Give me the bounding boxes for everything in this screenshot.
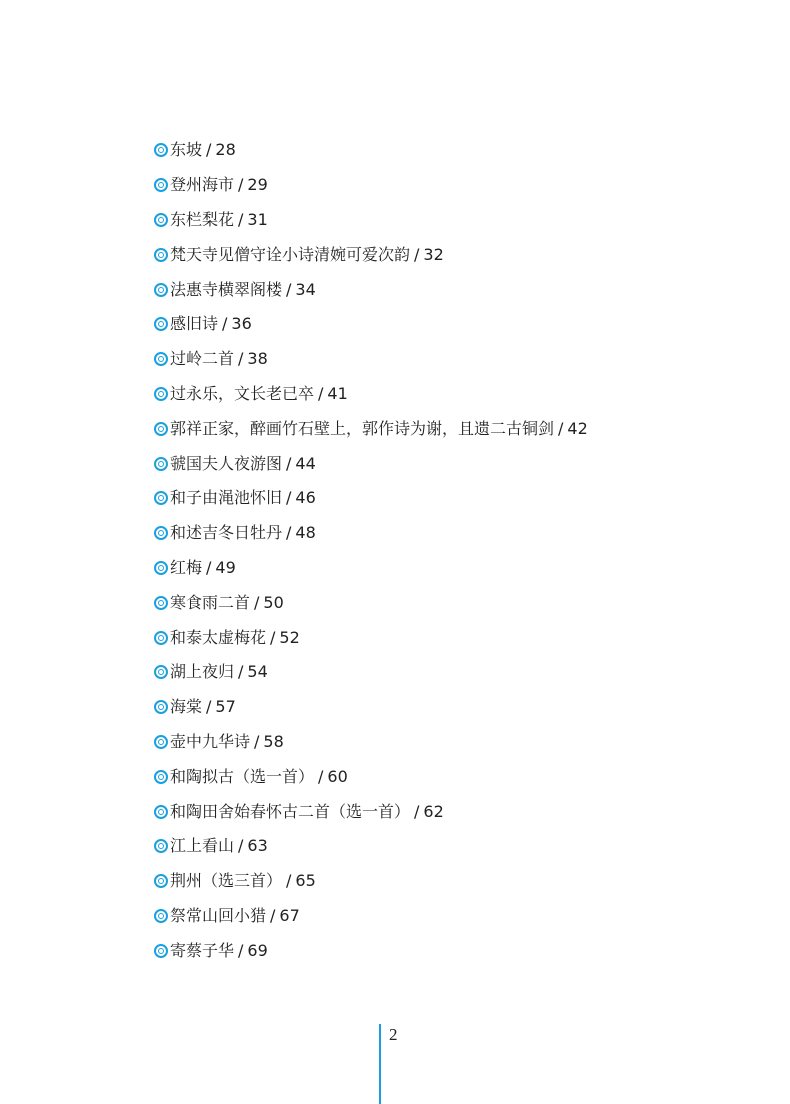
toc-entry[interactable] [154,168,588,203]
toc-entry[interactable] [154,446,588,481]
toc-entry-page: 49 [215,557,236,577]
double-circle-icon [154,839,168,853]
double-circle-icon [154,283,168,297]
toc-entry-page: 50 [263,592,284,612]
toc-entry[interactable] [154,237,588,272]
double-circle-icon [154,422,168,436]
double-circle-icon [154,735,168,749]
double-circle-icon [154,352,168,366]
toc-entry[interactable] [154,516,588,551]
toc-entry[interactable] [154,655,588,690]
double-circle-icon [154,700,168,714]
toc-entry[interactable] [154,759,588,794]
toc-entry-title: 和泰太虚梅花 [170,627,267,647]
toc-entry-title: 东坡 [170,140,203,160]
toc-entry-separator: / [270,905,276,925]
toc-entry-separator: / [238,836,244,856]
toc-entry-page: 28 [215,140,236,160]
toc-entry-title: 感旧诗 [170,314,219,334]
toc-entry[interactable] [154,272,588,307]
double-circle-icon [154,770,168,784]
toc-entry-title: 和陶田舍始春怀古二首（选一首） [170,801,411,821]
toc-entry-page: 67 [279,905,300,925]
double-circle-icon [154,909,168,923]
page-number-rule [379,1024,381,1104]
toc-entry[interactable] [154,377,588,412]
toc-entry[interactable] [154,620,588,655]
toc-entry-title: 海棠 [170,697,203,717]
toc-entry-separator: / [558,418,564,438]
toc-entry-page: 60 [327,766,348,786]
toc-entry-separator: / [206,140,212,160]
double-circle-icon [154,457,168,471]
toc-entry[interactable] [154,551,588,586]
toc-entry-page: 42 [567,418,588,438]
double-circle-icon [154,526,168,540]
toc-entry-title: 湖上夜归 [170,662,235,682]
toc-entry-separator: / [254,731,260,751]
toc-entry[interactable] [154,794,588,829]
toc-entry-title: 和陶拟古（选一首） [170,766,315,786]
toc-entry[interactable] [154,342,588,377]
toc-entry-title: 红梅 [170,557,203,577]
toc-entry-page: 34 [295,279,316,299]
toc-entry-separator: / [206,557,212,577]
toc-entry[interactable] [154,725,588,760]
double-circle-icon [154,944,168,958]
toc-entry-separator: / [222,314,228,334]
toc-entry-separator: / [318,766,324,786]
toc-entry-separator: / [238,662,244,682]
double-circle-icon [154,874,168,888]
toc-entry-title: 梵天寺见僧守诠小诗清婉可爱次韵 [170,244,411,264]
toc-entry-separator: / [286,871,292,891]
toc-entry-page: 62 [423,801,444,821]
toc-entry[interactable] [154,829,588,864]
double-circle-icon [154,805,168,819]
toc-entry-separator: / [254,592,260,612]
toc-entry-separator: / [206,697,212,717]
toc-entry-title: 荆州（选三首） [170,871,283,891]
toc-entry-separator: / [238,940,244,960]
toc-entry-page: 38 [247,349,268,369]
toc-entry[interactable] [154,933,588,968]
double-circle-icon [154,561,168,575]
toc-entry-separator: / [414,801,420,821]
toc-entry-title: 寄蔡子华 [170,940,235,960]
toc-entry-title: 和子由渑池怀旧 [170,488,283,508]
table-of-contents [154,133,588,968]
toc-entry-page: 36 [231,314,252,334]
toc-entry-title: 寒食雨二首 [170,592,251,612]
toc-entry-separator: / [318,383,324,403]
double-circle-icon [154,213,168,227]
toc-entry-page: 54 [247,662,268,682]
double-circle-icon [154,631,168,645]
toc-entry-page: 31 [247,209,268,229]
toc-entry-title: 江上看山 [170,836,235,856]
toc-entry-page: 69 [247,940,268,960]
toc-entry-separator: / [238,175,244,195]
toc-entry-page: 46 [295,488,316,508]
toc-entry-page: 32 [423,244,444,264]
toc-entry[interactable] [154,481,588,516]
toc-entry-separator: / [238,209,244,229]
toc-entry[interactable] [154,203,588,238]
toc-entry-separator: / [286,453,292,473]
double-circle-icon [154,178,168,192]
toc-entry-separator: / [414,244,420,264]
double-circle-icon [154,665,168,679]
toc-entry[interactable] [154,690,588,725]
toc-entry-title: 过岭二首 [170,349,235,369]
toc-entry[interactable] [154,411,588,446]
toc-entry-title: 和述吉冬日牡丹 [170,523,283,543]
toc-entry-title: 虢国夫人夜游图 [170,453,283,473]
double-circle-icon [154,143,168,157]
toc-entry-separator: / [286,523,292,543]
toc-entry-title: 祭常山回小猎 [170,905,267,925]
toc-entry-separator: / [238,349,244,369]
toc-entry-separator: / [286,279,292,299]
toc-entry[interactable] [154,864,588,899]
toc-entry-page: 44 [295,453,316,473]
toc-entry-page: 57 [215,697,236,717]
double-circle-icon [154,596,168,610]
toc-entry-page: 65 [295,871,316,891]
toc-entry-separator: / [286,488,292,508]
double-circle-icon [154,248,168,262]
page-number: 2 [389,1025,398,1044]
double-circle-icon [154,387,168,401]
toc-entry-page: 52 [279,627,300,647]
toc-entry-title: 过永乐，文长老已卒 [170,383,315,403]
toc-entry-title: 登州海市 [170,175,235,195]
double-circle-icon [154,491,168,505]
toc-entry-title: 壶中九华诗 [170,731,251,751]
toc-entry-separator: / [270,627,276,647]
toc-entry-page: 58 [263,731,284,751]
toc-entry[interactable] [154,899,588,934]
toc-entry-title: 郭祥正家，醉画竹石壁上，郭作诗为谢，且遗二古铜剑 [170,418,555,438]
toc-entry-page: 48 [295,523,316,543]
toc-entry-page: 41 [327,383,348,403]
double-circle-icon [154,317,168,331]
toc-entry-page: 63 [247,836,268,856]
toc-entry[interactable] [154,133,588,168]
toc-entry-title: 东栏梨花 [170,209,235,229]
toc-entry-title: 法惠寺横翠阁楼 [170,279,283,299]
toc-entry[interactable] [154,307,588,342]
toc-entry[interactable] [154,585,588,620]
toc-entry-page: 29 [247,175,268,195]
